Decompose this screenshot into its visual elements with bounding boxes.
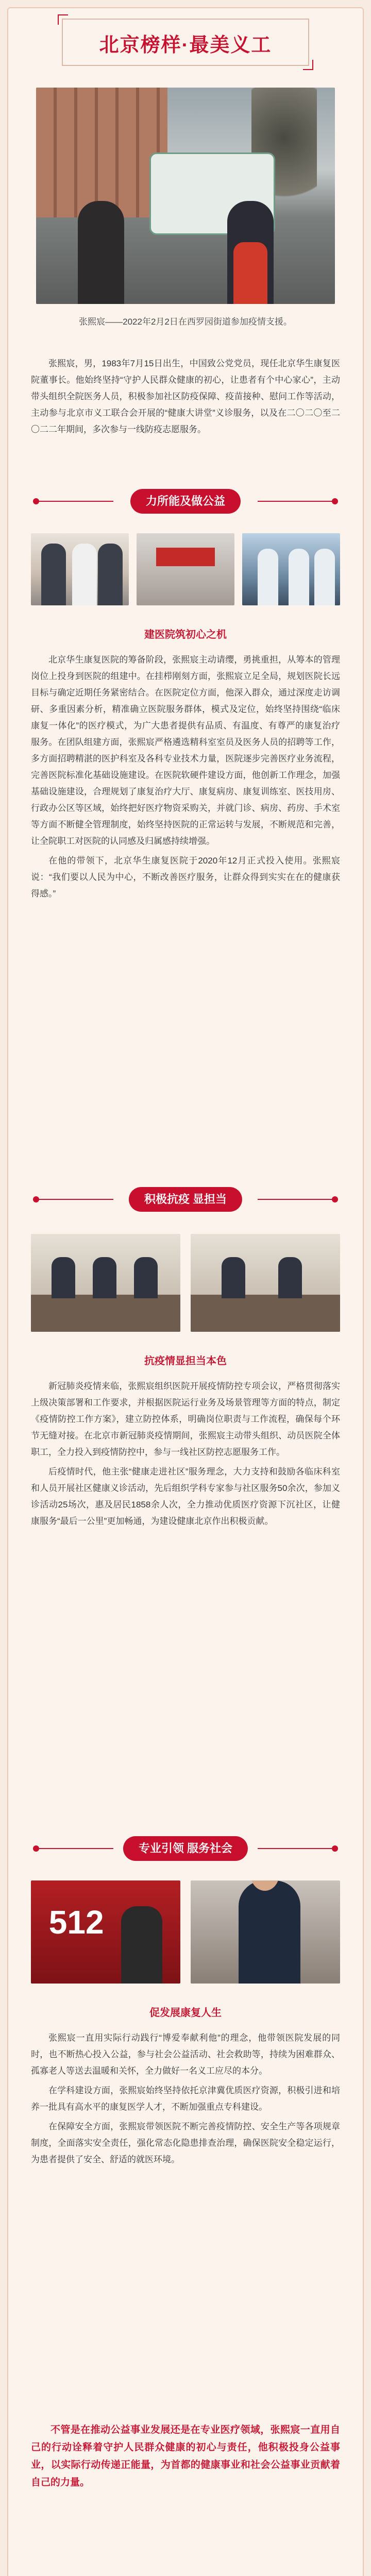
intro-caption: 张熙宸——2022年2月2日在西罗园街道参加疫情支援。	[79, 317, 292, 327]
section3-photo-1: 512	[31, 1880, 180, 1984]
section3-text	[31, 2030, 340, 2171]
section1-banner	[21, 487, 350, 516]
section2-subhead: 抗疫情显担当本色	[144, 1355, 227, 1367]
section3-banner-label: 专业引领 服务社会	[123, 1836, 248, 1861]
intro-profile	[31, 355, 340, 441]
section2-photo-1	[31, 1234, 180, 1332]
section3-photo-2	[191, 1880, 340, 1984]
section3-paragraph-1: 张熙宸一直用实际行动践行“博爱奉献利他”的理念，他带领医院发展的同时，也不断热心投入公益，参与社会公益活动、社会救助等，持续为困难群众、孤寡老人等送去温暖和关怀，全力做好一名义工应尽的本分。	[31, 2033, 340, 2076]
section3-subhead: 促发展康复人生	[149, 2007, 222, 2019]
header-box	[62, 19, 309, 66]
section1-photo-1	[31, 533, 129, 605]
section2-banner	[21, 1185, 350, 1214]
intro-photo	[36, 88, 335, 304]
section2-text	[31, 1378, 340, 1533]
intro-paragraph: 张熙宸，男，1983年7月15日出生，中国致公党党员，现任北京华生康复医院董事长。他始终坚持“守护人民群众健康的初心，让患者有个中心家心”，主动带头组织全院医务人员，积极参加社区防疫保障、疫苗接种、慰问工作等活动，主动参与北京市义工联合会开展的“健康大讲堂”义诊服务，以及在二〇二〇至二〇二二年期间，多次参与一线防疫志愿服务。	[31, 359, 340, 434]
closing-statement: 不管是在推动公益事业发展还是在专业医疗领域，张熙宸一直用自己的行动诠释着守护人民群众健康的初心与责任，他积极投身公益事业，以实际行动传递正能量，为首都的健康事业和社会公益事业贡献着自己的力量。	[31, 2425, 340, 2488]
section1-photo-2	[137, 533, 234, 605]
section1-paragraph-1: 北京华生康复医院的筹备阶段，张熙宸主动请缨，勇挑重担，从筹本的管理岗位上投身到医院的组建中。在挂栉刚刻方面，张熙宸立足全局，规划医院长远目标与确定近期任务紧密结合。在医院定位方面，他深入群众，通过深度走访调研、多重因素分析，精准确立医院服务群体，模式及定位，始终坚持围绕“临床康复一体化”的医疗模式，为广大患者提供有品质、有温度、有尊严的康复治疗服务。在团队组建方面，张熙宸严格遴选精科室室员及医务人员的招聘等工作，多方面招聘精湛的医护科室及各科专业技术力量，医院逐步完善医疗业务流程，完善医院标准化基础设施建设。在医院软硬件建设方面，他创新工作理念，加强基础设施建设，合理规划了康复治疗大厅、康复病房、康复训练室、医技用房、行政办公区等区域，始终把好医疗物资采购关，并就门诊、病房、药房、手术室等方面不断健全管理制度，始终坚持医院的正常运转与发展，不断规范和完善，让全院职工对医院的认同感及归属感持续增强。	[31, 655, 340, 846]
section1-paragraph-2: 在他的带领下，北京华生康复医院于2020年12月正式投入使用。张熙宸说：“我们要以人民为中心，不断改善医疗服务，让群众得到实实在在的健康获得感。”	[31, 856, 340, 899]
section3-paragraph-2: 在学科建设方面，张熙宸始终坚持依托京津冀优质医疗资源，积极引进和培养一批具有高水平的康复医学人才，不断加强重点专科建设。	[31, 2086, 340, 2112]
section2-paragraph-2: 后疫情时代，他主张“健康走进社区”服务理念，大力支持和鼓励各临床科室和人员开展社区健康义诊活动，先后组织学科专家参与社区服务50余次，参加义诊活动25场次，惠及居民1858余人次，全力推动优质医疗资源下沉社区，让健康服务“最后一公里”更加畅通，为建设健康北京作出积极贡献。	[31, 1467, 340, 1526]
section1-photo-3	[242, 533, 340, 605]
section1-banner-label: 力所能及做公益	[130, 489, 241, 514]
section2-banner-label: 积极抗疫 显担当	[129, 1187, 242, 1212]
section1-text	[31, 652, 340, 905]
section3-banner	[21, 1834, 350, 1863]
section1-subhead: 建医院筑初心之机	[144, 629, 227, 640]
section2-paragraph-1: 新冠肺炎疫情来临，张熙宸组织医院开展疫情防控专项会议，严格贯彻落实上级决策部署和工作要求，并根据医院运行业务及场景管理等方面的特点，制定《疫情防控工作方案》，建立防控体系，明确岗位职责与工作流程，确保每个环节无缝对接。在北京市新冠肺炎疫情期间，张熙宸主动带头组织、动员医院全体职工，全力投入到疫情防控中，参与一线社区防控志愿服务工作。	[31, 1381, 340, 1457]
section2-photo-2	[191, 1234, 340, 1332]
section3-paragraph-3: 在保障安全方面，张熙宸带领医院不断完善疫情防控、安全生产等各项规章制度，全面落实安全责任，强化常态化隐患排查治理，确保医院安全稳定运行，为患者提供了安全、舒适的就医环境。	[31, 2122, 340, 2164]
page-title: 北京榜样·最美义工	[99, 35, 272, 56]
